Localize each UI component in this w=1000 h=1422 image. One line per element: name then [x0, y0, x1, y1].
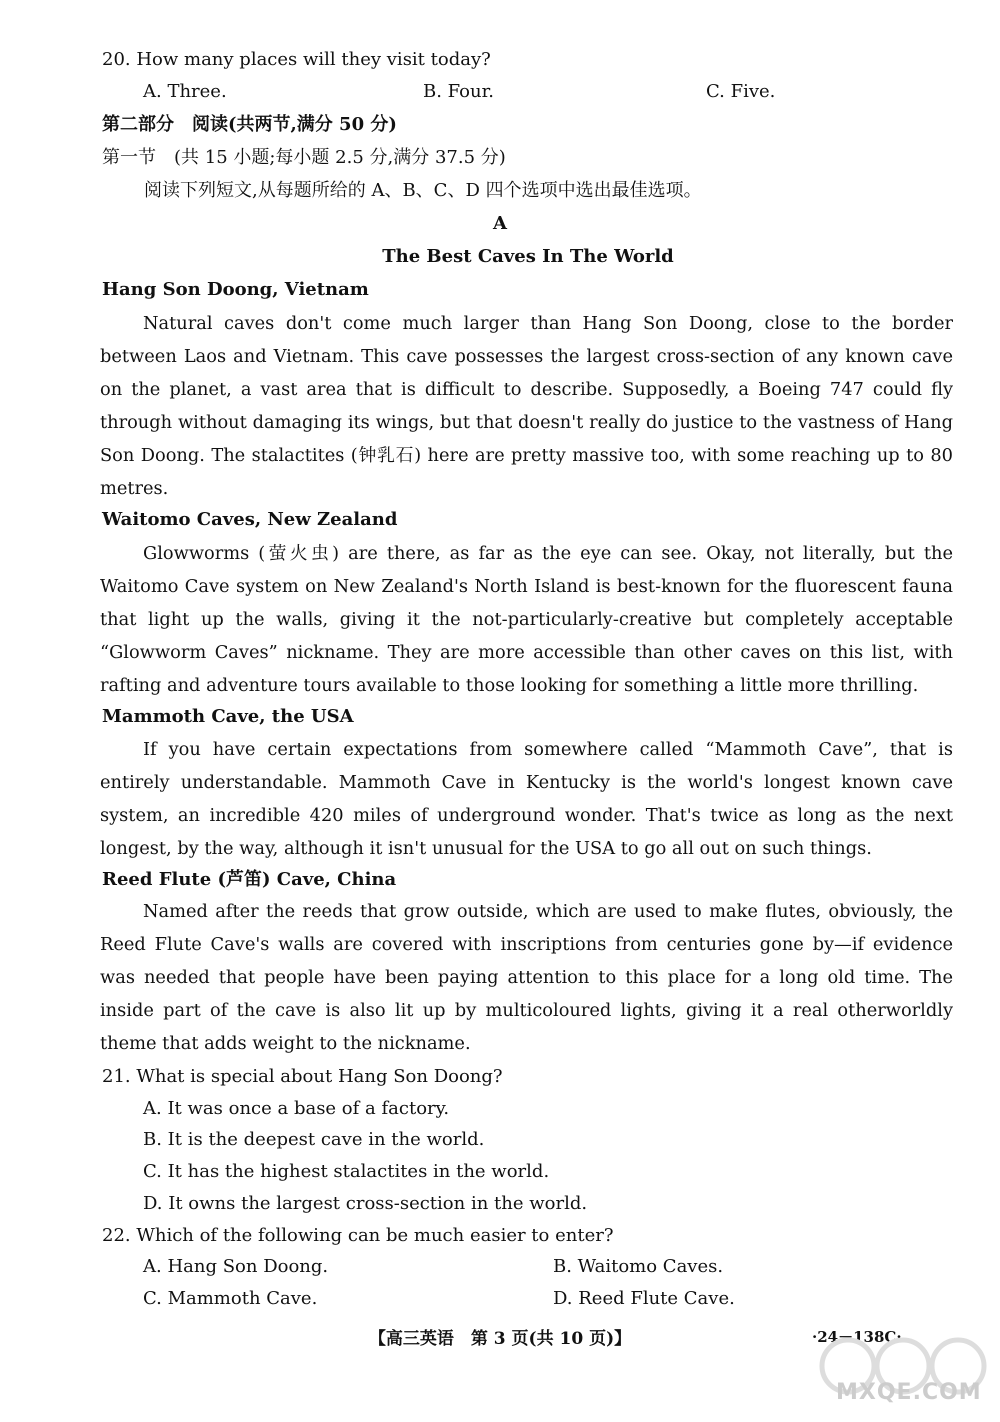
reading-instructions: 阅读下列短文,从每题所给的 A、B、C、D 四个选项中选出最佳选项。 [144, 180, 702, 201]
q22-option-a: A. Hang Son Doong. [143, 1256, 329, 1277]
watermark-text: MXQE.COM [836, 1380, 982, 1405]
page-footer: 【高三英语 第 3 页(共 10 页)】 [368, 1329, 632, 1349]
passage-title: The Best Caves In The World [382, 246, 674, 267]
q20-option-c: C. Five. [706, 81, 776, 102]
q21-stem: 21. What is special about Hang Son Doong? [102, 1066, 503, 1087]
passage-letter: A [493, 213, 507, 234]
q22-option-d: D. Reed Flute Cave. [553, 1288, 735, 1309]
paragraph-waitomo [100, 537, 953, 702]
paragraph-hang-son-doong [100, 307, 953, 505]
q21-option-a: A. It was once a base of a factory. [143, 1098, 450, 1119]
q20-stem: 20. How many places will they visit today? [102, 49, 491, 70]
q21-option-c: C. It has the highest stalactites in the world. [143, 1161, 550, 1182]
q22-stem: 22. Which of the following can be much easier to enter? [102, 1225, 614, 1246]
q21-option-b: B. It is the deepest cave in the world. [143, 1129, 485, 1150]
paragraph-text: If you have certain expectations from somewhere called “Mammoth Cave”, that is entirely understandable. Mammoth Cave in Kentucky is the world's longest known cave system, an incredible 420 miles of underground wonder. That's twice as long as the next longest, by the way, although it isn't unusual for the USA to go all out on such things. [100, 739, 953, 859]
q22-option-b: B. Waitomo Caves. [553, 1256, 724, 1277]
q20-option-b: B. Four. [423, 81, 494, 102]
paragraph-text: Named after the reeds that grow outside, which are used to make flutes, obviously, the Reed Flute Cave's walls are covered with inscriptions from centuries gone by—if evidence was needed that people have been paying attention to this place for a long old time. The inside part of the cave is also lit up by multicoloured lights, giving it a real otherworldly theme that adds weight to the nickname. [100, 901, 953, 1054]
section-heading-waitomo: Waitomo Caves, New Zealand [102, 509, 398, 530]
paper-code: ·24－138C· [812, 1328, 902, 1346]
section1-title: 第一节 (共 15 小题;每小题 2.5 分,满分 37.5 分) [102, 147, 506, 168]
q20-option-a: A. Three. [143, 81, 227, 102]
section-heading-hang-son-doong: Hang Son Doong, Vietnam [102, 279, 369, 300]
q21-option-d: D. It owns the largest cross-section in the world. [143, 1193, 588, 1214]
part2-title: 第二部分 阅读(共两节,满分 50 分) [102, 114, 397, 135]
q22-option-c: C. Mammoth Cave. [143, 1288, 318, 1309]
paragraph-mammoth [100, 733, 953, 865]
paragraph-text: Natural caves don't come much larger than Hang Son Doong, close to the border between Laos and Vietnam. This cave possesses the largest cross-section of any known cave on the planet, a vast area that is difficult to describe. Supposedly, a Boeing 747 could fly through without damaging its wings, but that doesn't really do justice to the vastness of Hang Son Doong. The stalactites (钟乳石) here are pretty massive too, with some reaching up to 80 metres. [100, 313, 953, 499]
paragraph-text: Glowworms (萤火虫) are there, as far as the eye can see. Okay, not literally, but the Waitomo Cave system on New Zealand's North Island is best-known for the fluorescent fauna that light up the walls, giving it the not-particularly-creative but completely acceptable “Glowworm Caves” nickname. They are more accessible than other caves on this list, with rafting and adventure tours available to those looking for something a little more thrilling. [100, 543, 953, 696]
paragraph-reed-flute [100, 895, 953, 1060]
section-heading-mammoth: Mammoth Cave, the USA [102, 706, 354, 727]
section-heading-reed-flute: Reed Flute (芦笛) Cave, China [102, 869, 397, 890]
